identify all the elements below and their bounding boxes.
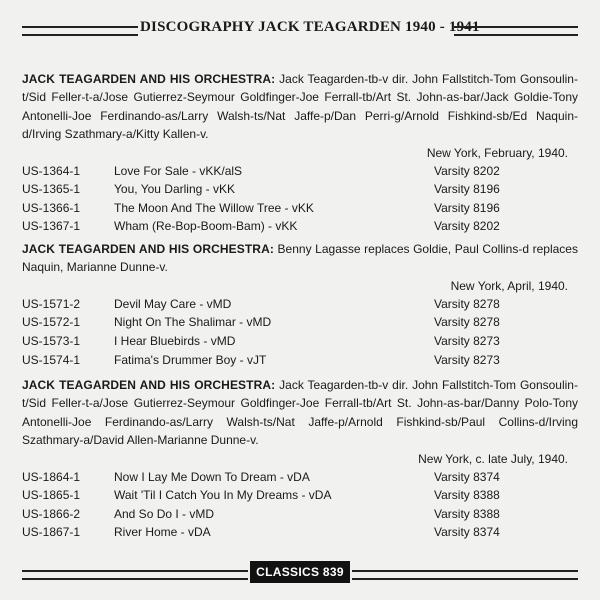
record-label: Varsity 8273: [434, 334, 500, 348]
track-row: [22, 217, 578, 236]
record-label: Varsity 8196: [434, 200, 500, 215]
track-row: [22, 523, 578, 542]
footer-rule-right: [352, 570, 578, 580]
catalog-badge: CLASSICS 839: [250, 561, 350, 583]
record-label: Varsity 8388: [434, 506, 500, 521]
band-name: JACK TEAGARDEN AND HIS ORCHESTRA:: [22, 378, 276, 392]
matrix-number: US-1367-1: [22, 219, 81, 234]
track-title: Night On The Shalimar - vMD: [114, 315, 272, 330]
record-label: Varsity 8202: [434, 219, 500, 234]
record-label: Varsity 8374: [434, 469, 500, 484]
recording-date: New York, February, 1940.: [426, 145, 568, 160]
track-row: [22, 199, 578, 218]
track-title: Devil May Care - vMD: [114, 296, 232, 311]
track-title: Fatima's Drummer Boy - vJT: [114, 352, 267, 367]
track-title: Love For Sale - vKK/alS: [114, 163, 243, 178]
record-label: Varsity 8196: [434, 182, 500, 197]
page-title: DISCOGRAPHY JACK TEAGARDEN 1940 - 1941: [140, 19, 480, 35]
record-label: Varsity 8278: [434, 296, 500, 311]
matrix-number: US-1864-1: [22, 469, 81, 484]
session-personnel: [22, 240, 578, 277]
track-row: [22, 351, 578, 370]
matrix-number: US-1574-1: [22, 352, 81, 367]
recording-date: New York, c. late July, 1940.: [418, 451, 568, 466]
track-row: [22, 505, 578, 524]
header-rule-right: [454, 26, 578, 36]
record-label: Varsity 8273: [434, 352, 500, 367]
track-title: Wham (Re-Bop-Boom-Bam) - vKK: [114, 219, 298, 234]
track-row: [22, 162, 578, 181]
matrix-number: US-1572-1: [22, 315, 81, 330]
personnel-text: Jack Teagarden-tb-v dir. John Fallstitch-Tom Gonsoulin-t/Sid Feller-t-a/Jose Gutierrez-Seymour Goldfinger-Joe Ferrall-tb/Art St. John-as-bar/Danny Polo-Tony Antonelli-Joe Ferdinando-as/Larry Walsh-ts/Nat Jaffe-p/Arnold Fishkind-sb/Paul Collins-d/Irving Szathmary-a/David Allen-Marianne Dunne-v.: [22, 378, 578, 448]
session-2: [22, 240, 578, 369]
matrix-number: US-1364-1: [22, 163, 81, 178]
track-row: [22, 332, 578, 351]
record-label: Varsity 8278: [434, 315, 500, 330]
session-3: [22, 376, 578, 542]
track-row: [22, 468, 578, 487]
matrix-number: US-1866-2: [22, 506, 81, 521]
record-label: Varsity 8202: [434, 163, 500, 178]
matrix-number: US-1571-2: [22, 296, 81, 311]
track-title: Wait 'Til I Catch You In My Dreams - vDA: [114, 488, 332, 503]
record-label: Varsity 8374: [434, 525, 500, 540]
track-title: Now I Lay Me Down To Dream - vDA: [114, 469, 310, 484]
session-personnel: [22, 70, 578, 144]
track-row: [22, 180, 578, 199]
track-row: [22, 313, 578, 332]
personnel-text: Benny Lagasse replaces Goldie, Paul Collins-d replaces Naquin, Marianne Dunne-v.: [22, 242, 578, 275]
band-name: JACK TEAGARDEN AND HIS ORCHESTRA:: [22, 72, 276, 86]
track-title: I Hear Bluebirds - vMD: [114, 334, 236, 348]
record-label: Varsity 8388: [434, 488, 500, 503]
recording-date: New York, April, 1940.: [450, 278, 568, 293]
track-title: You, You Darling - vKK: [114, 182, 235, 197]
personnel-text: Jack Teagarden-tb-v dir. John Fallstitch-Tom Gonsoulin-t/Sid Feller-t-a/Jose Gutierrez-Seymour Goldfinger-Joe Ferrall-tb/Art St. John-as-bar/Jack Goldie-Tony Antonelli-Joe Ferdinando-as/Larry Walsh-ts/Nat Jaffe-p/Dan Perri-g/Arnold Fishkind-sb/Ed Naquin-d/Irving Szathmary-a/Kitty Kallen-v.: [22, 72, 578, 142]
matrix-number: US-1365-1: [22, 182, 81, 197]
track-title: The Moon And The Willow Tree - vKK: [114, 200, 314, 215]
matrix-number: US-1865-1: [22, 488, 81, 503]
session-1: [22, 70, 578, 236]
track-row: [22, 295, 578, 314]
track-row: [22, 486, 578, 505]
footer-rule-left: [22, 570, 248, 580]
track-title: And So Do I - vMD: [114, 506, 215, 521]
matrix-number: US-1867-1: [22, 525, 81, 540]
session-personnel: [22, 376, 578, 450]
band-name: JACK TEAGARDEN AND HIS ORCHESTRA:: [22, 242, 274, 256]
header-rule-left: [22, 26, 138, 36]
matrix-number: US-1573-1: [22, 334, 81, 348]
track-title: River Home - vDA: [114, 525, 211, 540]
matrix-number: US-1366-1: [22, 200, 81, 215]
